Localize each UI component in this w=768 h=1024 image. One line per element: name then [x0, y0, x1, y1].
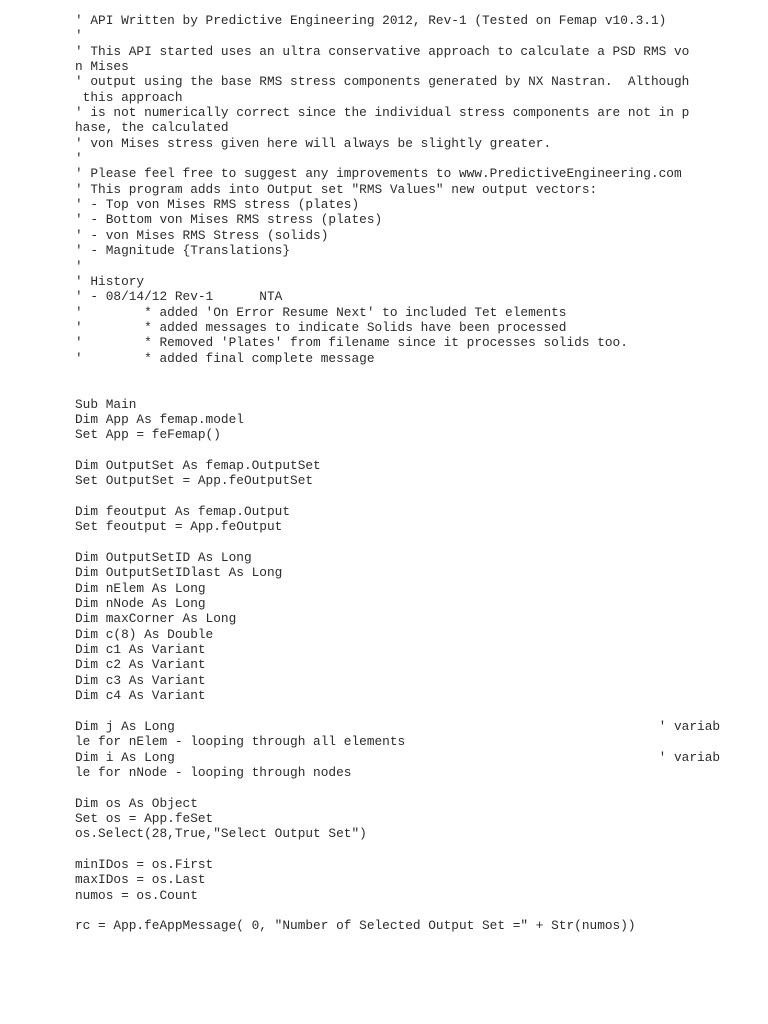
code-line: Dim nNode As Long	[75, 596, 206, 612]
code-line: ' * added messages to indicate Solids have been processed	[75, 319, 567, 335]
code-line: ' - 08/14/12 Rev-1 NTA	[75, 289, 283, 305]
code-line	[75, 366, 675, 381]
code-line: Dim OutputSet As femap.OutputSet	[75, 457, 321, 473]
code-line	[75, 780, 675, 795]
code-line: Dim nElem As Long	[75, 580, 206, 596]
code-line: ' von Mises stress given here will always be slightly greater.	[75, 135, 552, 151]
code-line: '	[75, 151, 83, 167]
code-line: ' * Removed 'Plates' from filename since it processes solids too.	[75, 335, 628, 351]
code-line: hase, the calculated	[75, 120, 229, 136]
code-line: Dim c(8) As Double	[75, 626, 214, 642]
code-line: Sub Main	[75, 396, 137, 412]
code-line	[75, 842, 675, 857]
code-line: this approach	[75, 89, 183, 105]
code-line: Dim App As femap.model	[75, 411, 244, 427]
code-line: le for nNode - looping through nodes	[75, 764, 352, 780]
code-line	[75, 443, 675, 458]
code-line: Set App = feFemap()	[75, 427, 221, 443]
code-line	[75, 903, 675, 918]
code-line: Set os = App.feSet	[75, 810, 214, 826]
code-line: Dim maxCorner As Long	[75, 611, 237, 627]
code-line: Dim c4 As Variant	[75, 688, 206, 704]
code-line: ' Please feel free to suggest any improvements to www.PredictiveEngineering.com	[75, 166, 682, 182]
code-line: ' - Magnitude {Translations}	[75, 243, 291, 259]
code-line: ' - Top von Mises RMS stress (plates)	[75, 197, 360, 213]
code-line: Dim i As Long ' variab	[75, 749, 721, 765]
code-line: Set feoutput = App.feOutput	[75, 519, 283, 535]
code-line: '	[75, 28, 83, 44]
code-line: Set OutputSet = App.feOutputSet	[75, 473, 314, 489]
code-line: le for nElem - looping through all elements	[75, 734, 406, 750]
code-line: Dim OutputSetID As Long	[75, 550, 252, 566]
code-line: minIDos = os.First	[75, 856, 214, 872]
code-line: ' output using the base RMS stress components generated by NX Nastran. Although	[75, 74, 690, 90]
code-line	[75, 489, 675, 504]
code-line	[75, 535, 675, 550]
code-line: maxIDos = os.Last	[75, 872, 206, 888]
code-line: ' This program adds into Output set "RMS Values" new output vectors:	[75, 181, 598, 197]
code-line: ' * added final complete message	[75, 350, 375, 366]
code-line: '	[75, 258, 83, 274]
code-line: Dim c3 As Variant	[75, 672, 206, 688]
code-line: ' This API started uses an ultra conservative approach to calculate a PSD RMS vo	[75, 43, 690, 59]
code-line: os.Select(28,True,"Select Output Set")	[75, 826, 367, 842]
code-line: numos = os.Count	[75, 887, 198, 903]
code-line: ' is not numerically correct since the individual stress components are not in p	[75, 105, 690, 121]
code-line: Dim c2 As Variant	[75, 657, 206, 673]
code-line: ' - von Mises RMS Stress (solids)	[75, 227, 329, 243]
code-line	[75, 703, 675, 718]
code-line: Dim c1 As Variant	[75, 642, 206, 658]
code-line: Dim os As Object	[75, 795, 198, 811]
code-line	[75, 381, 675, 396]
code-line: Dim OutputSetIDlast As Long	[75, 565, 283, 581]
code-line: ' History	[75, 273, 145, 289]
code-listing	[75, 13, 721, 934]
code-line: n Mises	[75, 59, 129, 75]
code-line: ' API Written by Predictive Engineering 2012, Rev-1 (Tested on Femap v10.3.1)	[75, 13, 667, 28]
code-line: ' * added 'On Error Resume Next' to included Tet elements	[75, 304, 567, 320]
code-line: ' - Bottom von Mises RMS stress (plates)	[75, 212, 383, 228]
code-line: Dim feoutput As femap.Output	[75, 504, 291, 519]
code-line: rc = App.feAppMessage( 0, "Number of Selected Output Set =" + Str(numos))	[75, 918, 636, 934]
code-line: Dim j As Long ' variab	[75, 718, 721, 734]
